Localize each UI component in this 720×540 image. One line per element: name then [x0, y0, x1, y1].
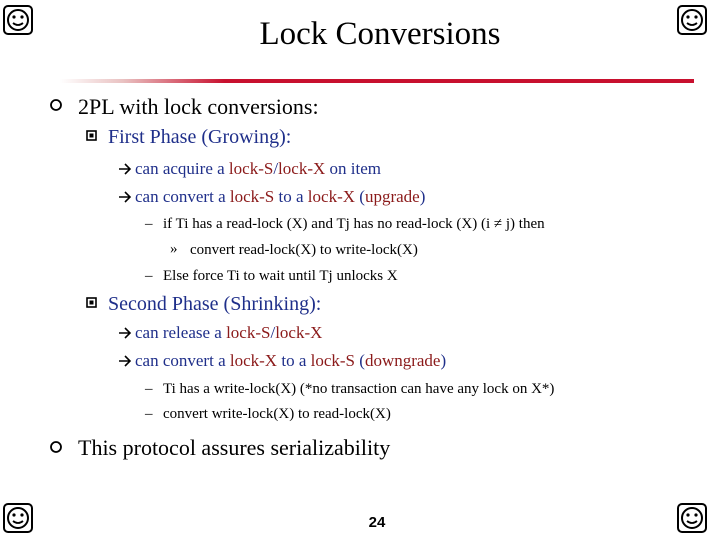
keyword-lock-x: lock-X [275, 323, 323, 342]
framed-smiley-icon [677, 503, 707, 533]
upgrade-action: convert read-lock(X) to write-lock(X) [190, 242, 418, 258]
page-number: 24 [368, 514, 386, 531]
downgrade-condition: Ti has a write-lock(X) (*no transaction can have any lock on X*) [163, 381, 555, 397]
dash-bullet-icon: – [145, 268, 153, 284]
shrinking-release: can release a lock-S/lock-X [135, 323, 323, 342]
square-bullet-icon [86, 297, 98, 309]
title-divider [60, 79, 694, 83]
keyword-lock-x: lock-X [278, 159, 326, 178]
keyword-lock-x: lock-X [229, 351, 278, 370]
shrinking-downgrade: can convert a lock-X to a lock-S (downgrade) [135, 351, 447, 370]
keyword-lock-s: lock-S [310, 351, 356, 370]
circle-bullet-icon [49, 98, 63, 112]
growing-acquire: can acquire a lock-S/lock-X on item [135, 159, 381, 178]
bullet-2pl: 2PL with lock conversions: [78, 94, 319, 119]
keyword-lock-s: lock-S [226, 323, 271, 342]
square-bullet-icon [86, 130, 98, 142]
downgrade-action: convert write-lock(X) to read-lock(X) [163, 406, 391, 422]
arrow-bullet-icon [118, 326, 132, 340]
keyword-upgrade: upgrade [364, 187, 420, 206]
bullet-serializability: This protocol assures serializability [78, 435, 391, 460]
arrow-bullet-icon [118, 190, 132, 204]
growing-upgrade: can convert a lock-S to a lock-X (upgrade) [135, 187, 426, 206]
keyword-lock-x: lock-X [307, 187, 356, 206]
dash-bullet-icon: – [145, 381, 153, 397]
arrow-bullet-icon [118, 162, 132, 176]
dash-bullet-icon: – [145, 216, 153, 232]
keyword-lock-s: lock-S [229, 187, 275, 206]
dash-bullet-icon: – [145, 406, 153, 422]
slide-title: Lock Conversions [259, 16, 501, 52]
phase-growing: First Phase (Growing): [108, 126, 292, 148]
chevron-bullet-icon: » [170, 241, 178, 257]
keyword-lock-s: lock-S [228, 159, 274, 178]
arrow-bullet-icon [118, 354, 132, 368]
phase-shrinking: Second Phase (Shrinking): [108, 293, 322, 315]
keyword-downgrade: downgrade [364, 351, 441, 370]
upgrade-else: Else force Ti to wait until Tj unlocks X [163, 268, 398, 284]
framed-smiley-icon [3, 503, 33, 533]
upgrade-condition: if Ti has a read-lock (X) and Tj has no read-lock (X) (i ≠ j) then [163, 216, 545, 232]
circle-bullet-icon [49, 440, 63, 454]
